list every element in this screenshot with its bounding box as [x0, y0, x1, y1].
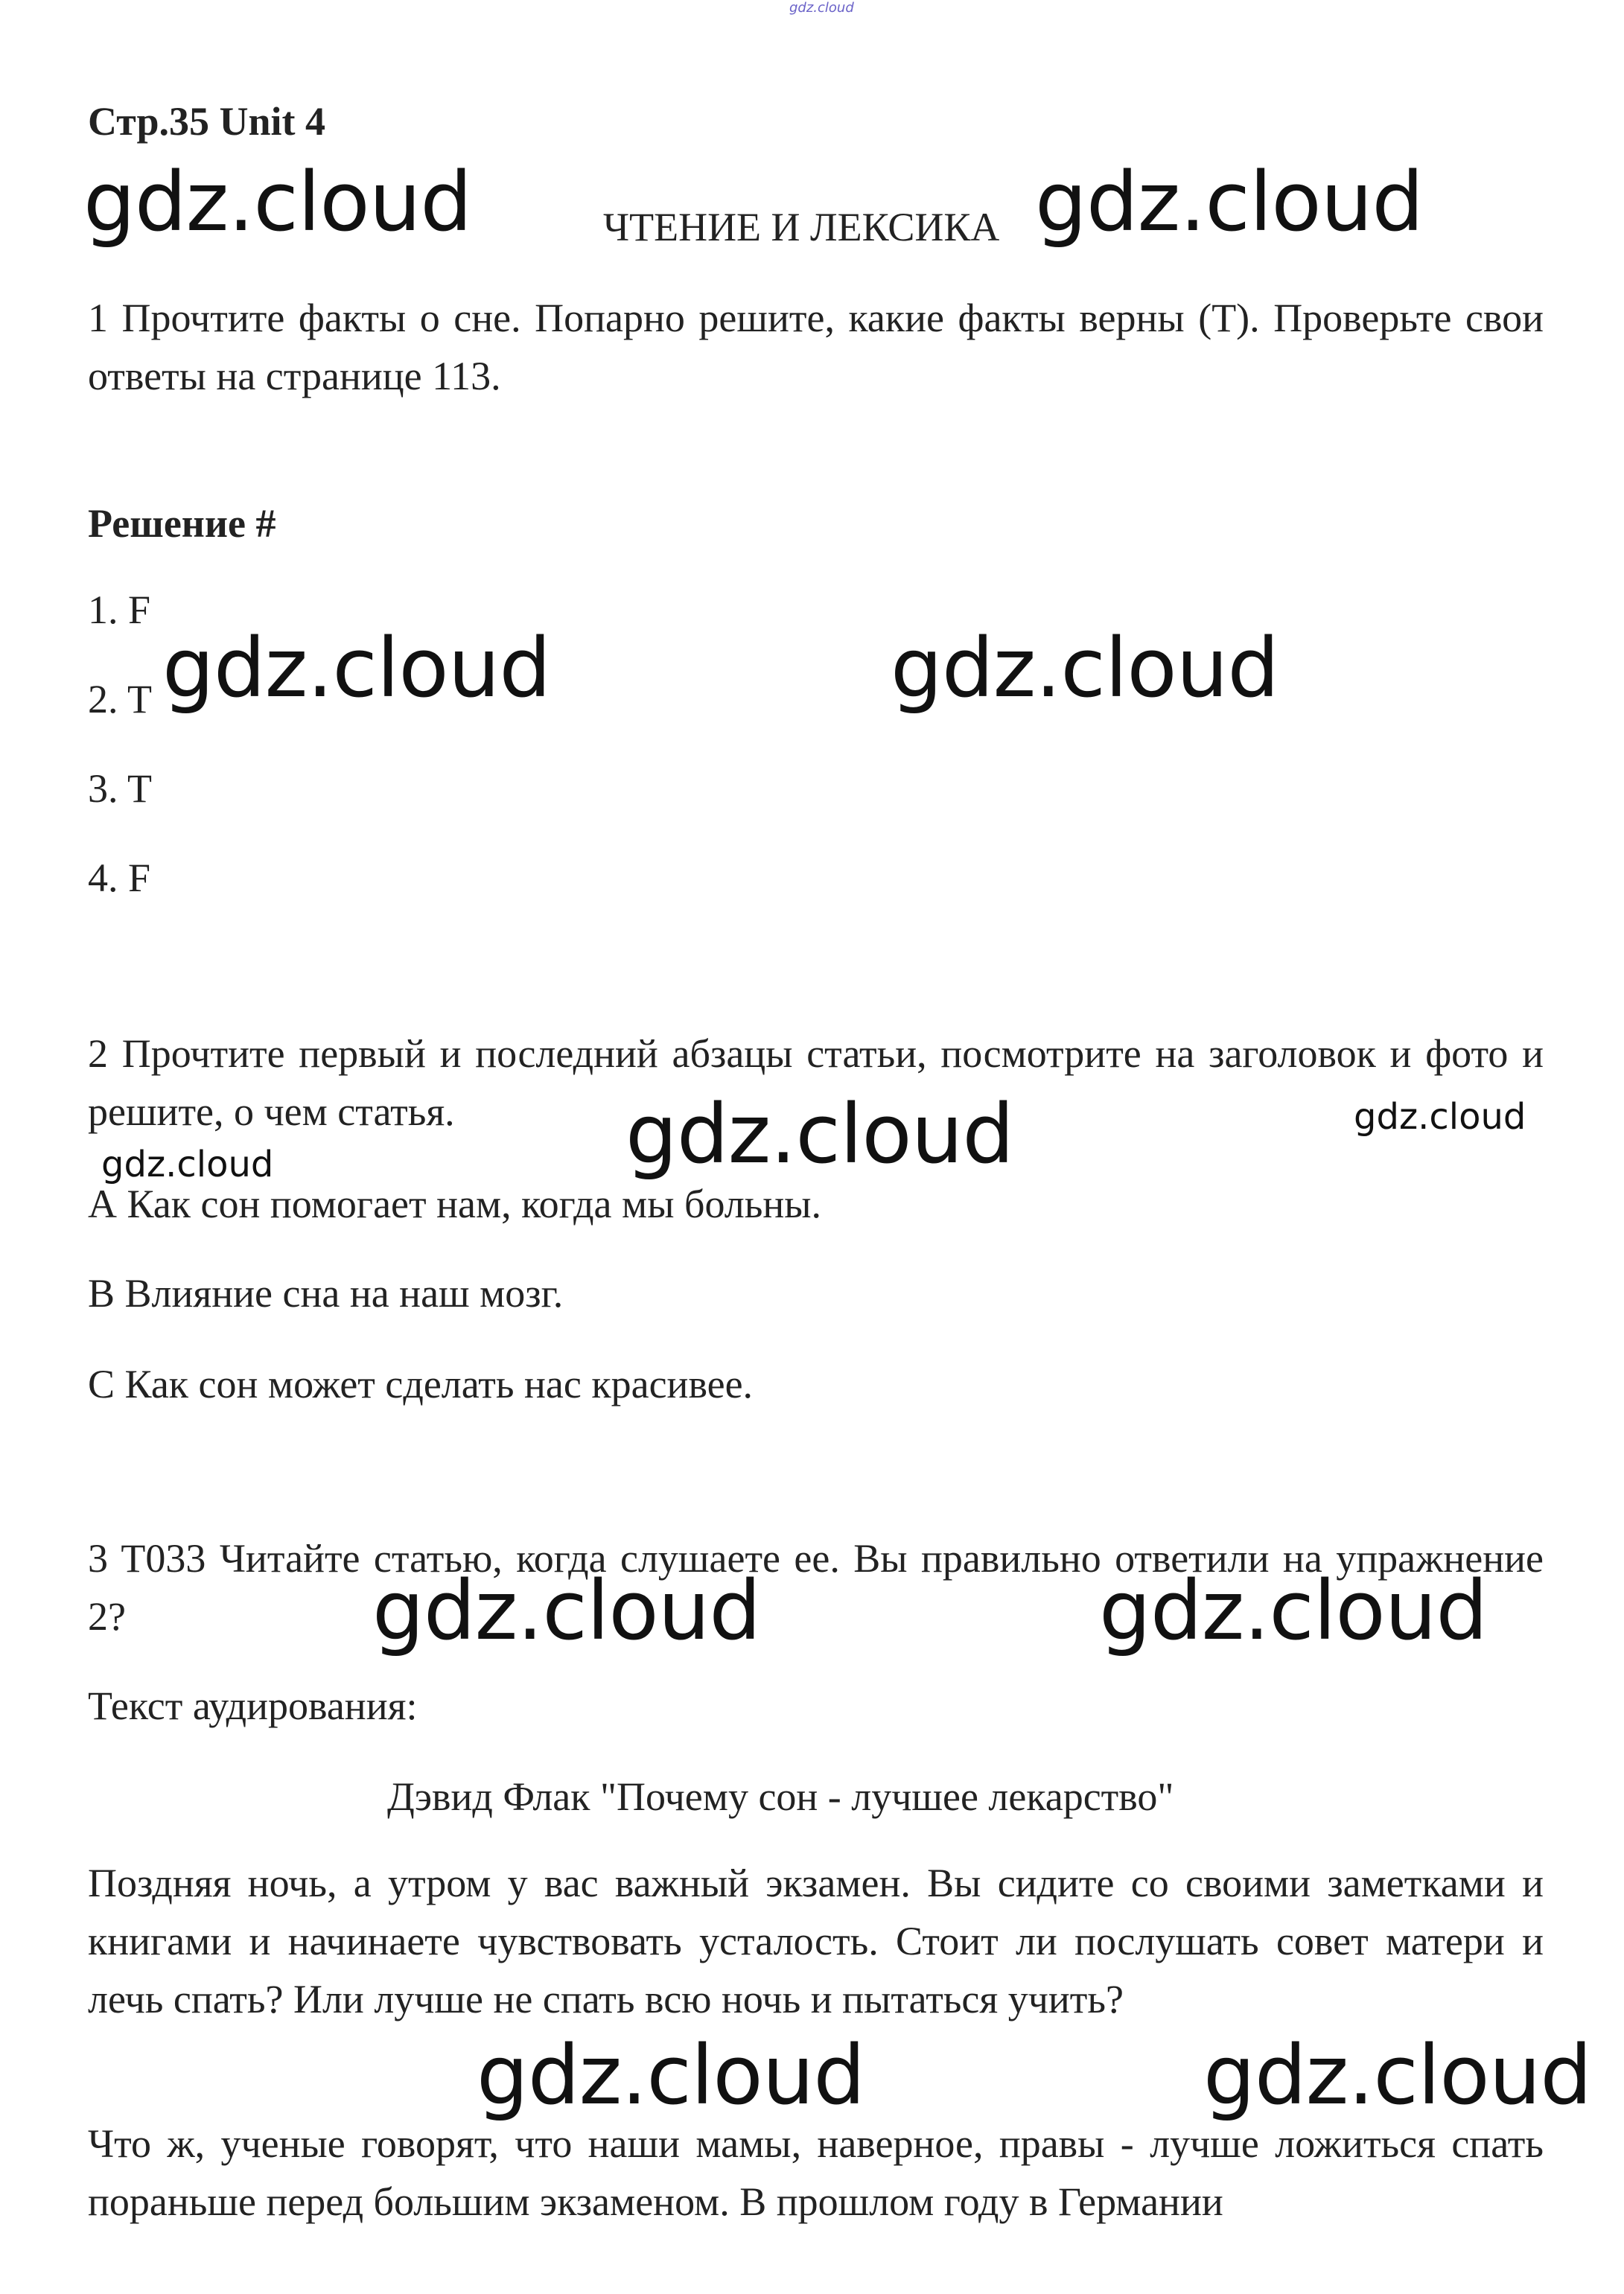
- exercise-1-instruction: 1 Прочтите факты о сне. Попарно решите, какие факты верны (T). Проверьте свои ответы на странице 113.: [88, 296, 1544, 398]
- section-title: ЧТЕНИЕ И ЛЕКСИКА: [603, 205, 1000, 249]
- watermark: gdz.cloud: [372, 1563, 761, 1658]
- solution-label: Решение #: [88, 501, 276, 546]
- watermark: gdz.cloud: [625, 1086, 1014, 1182]
- watermark: gdz.cloud: [83, 154, 472, 249]
- answer-2: 2. T: [88, 677, 153, 721]
- watermark: gdz.cloud: [1354, 1096, 1526, 1138]
- watermark: gdz.cloud: [1035, 154, 1424, 249]
- exercise-2-instruction: 2 Прочтите первый и последний абзацы статьи, посмотрите на заголовок и фото и решите, о чем статья.: [88, 1031, 1544, 1134]
- article-paragraph-2: Что ж, ученые говорят, что наши мамы, наверное, правы - лучше ложиться спать пораньше перед большим экзаменом. В прошлом году в Германии: [88, 2121, 1544, 2224]
- watermark: gdz.cloud: [477, 2027, 865, 2123]
- watermark: gdz.cloud: [101, 1144, 274, 1185]
- answer-1: 1. F: [88, 587, 151, 632]
- answer-4: 4. F: [88, 856, 151, 900]
- answer-3: 3. T: [88, 766, 153, 811]
- listening-label: Текст аудирования:: [88, 1683, 418, 1728]
- top-watermark: gdz.cloud: [789, 0, 854, 16]
- watermark: gdz.cloud: [1099, 1563, 1488, 1658]
- exercise-2-option-c: С Как сон может сделать нас красивее.: [88, 1362, 754, 1406]
- watermark: gdz.cloud: [162, 620, 551, 716]
- article-paragraph-1: Поздняя ночь, а утром у вас важный экзамен. Вы сидите со своими заметками и книгами и начинаете чувствовать усталость. Стоит ли послушать совет матери и лечь спать? Или лучше не спать всю ночь и пытаться учить?: [88, 1861, 1544, 2021]
- article-title: Дэвид Флак "Почему сон - лучшее лекарство": [387, 1774, 1174, 1819]
- exercise-2-option-a: А Как сон помогает нам, когда мы больны.: [88, 1182, 821, 1226]
- watermark: gdz.cloud: [891, 620, 1279, 716]
- exercise-3-instruction: 3 T033 Читайте статью, когда слушаете ее. Вы правильно ответили на упражнение 2?: [88, 1536, 1544, 1639]
- page-reference: Стр.35 Unit 4: [88, 99, 326, 144]
- exercise-2-option-b: В Влияние сна на наш мозг.: [88, 1271, 564, 1316]
- watermark: gdz.cloud: [1203, 2027, 1592, 2123]
